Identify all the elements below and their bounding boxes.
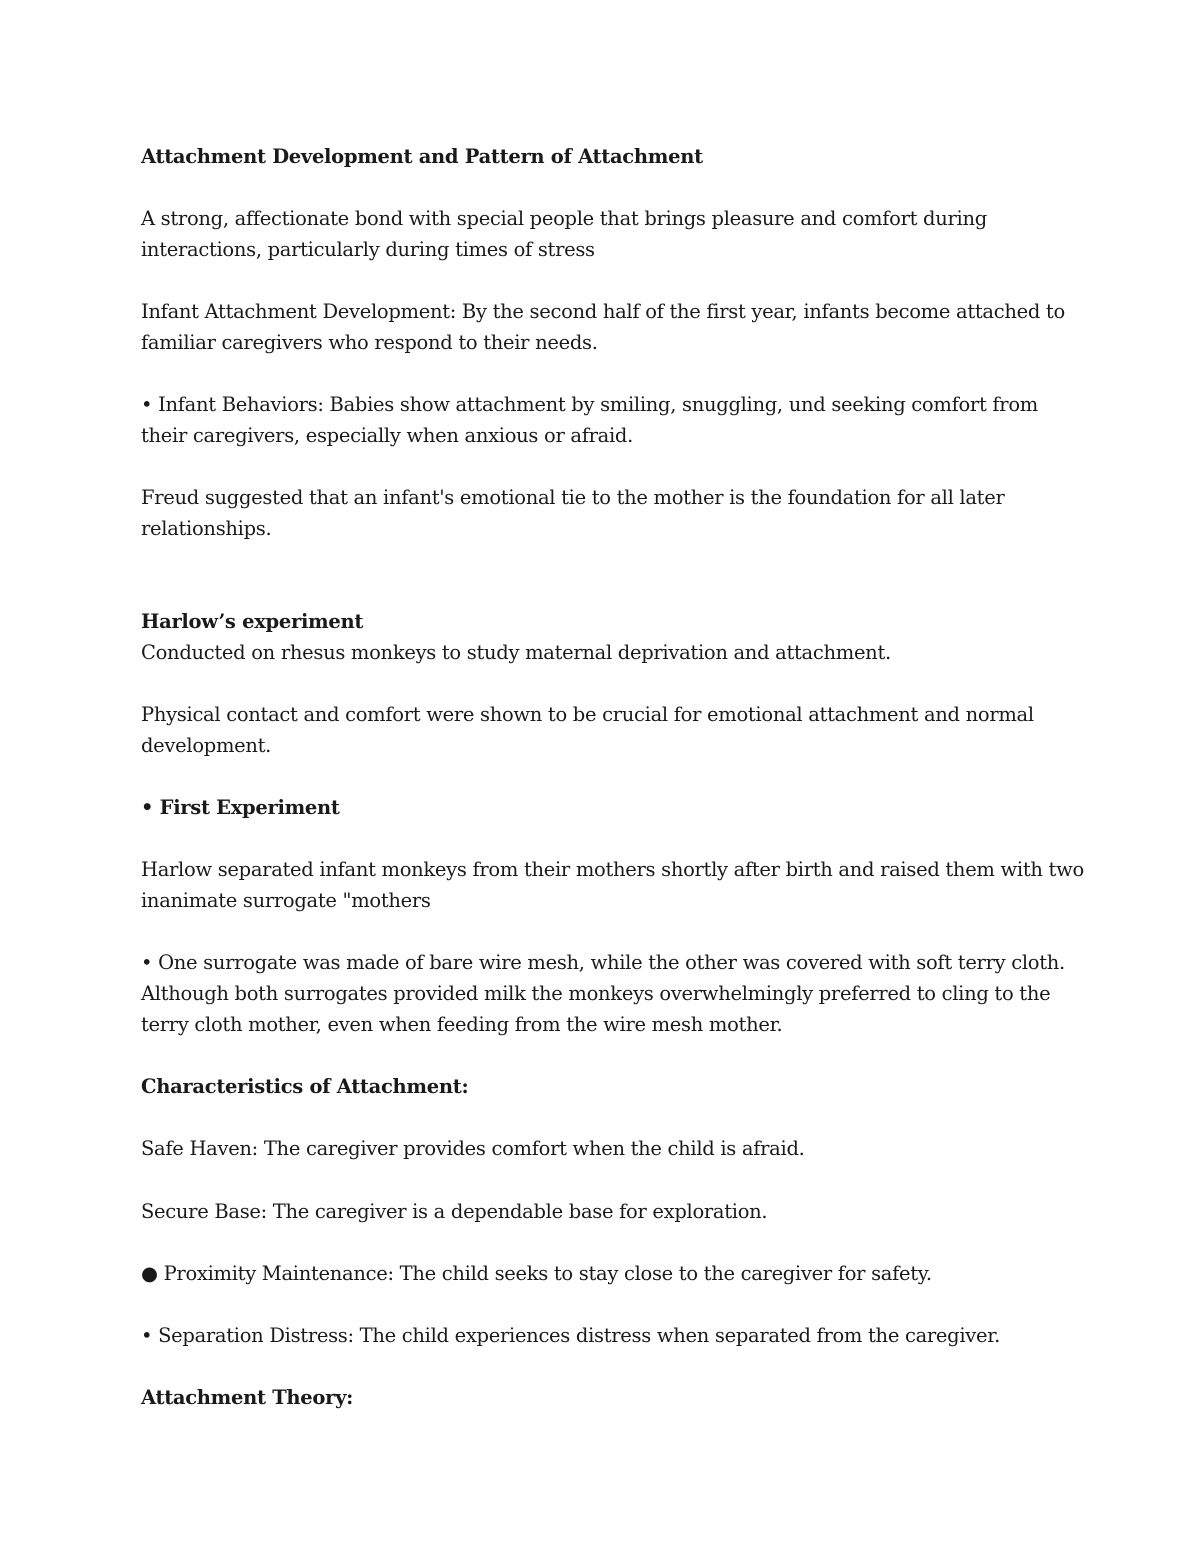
surrogate-paragraph-line: terry cloth mother, even when feeding from the wire mesh mother. (141, 1013, 783, 1036)
separation-distress-item: • Separation Distress: The child experiences distress when separated from the caregiver. (141, 1324, 1001, 1347)
separation-paragraph-line: Harlow separated infant monkeys from their mothers shortly after birth and raised them with two (141, 858, 1084, 881)
infant-development-line: Infant Attachment Development: By the second half of the first year, infants become attached to (141, 300, 1065, 323)
definition-text-line: interactions, particularly during times of stress (141, 238, 595, 261)
harlow-paragraph-line: Conducted on rhesus monkeys to study maternal deprivation and attachment. (141, 641, 891, 664)
surrogate-bullet-line: • One surrogate was made of bare wire mesh, while the other was covered with soft terry cloth. (141, 951, 1065, 974)
physical-contact-line: Physical contact and comfort were shown to be crucial for emotional attachment and normal (141, 703, 1034, 726)
definition-text-line: A strong, affectionate bond with special people that brings pleasure and comfort during (141, 207, 987, 230)
harlow-heading: Harlow’s experiment (141, 610, 364, 633)
characteristics-heading: Characteristics of Attachment: (141, 1075, 469, 1098)
separation-paragraph-line: inanimate surrogate "mothers (141, 889, 431, 912)
surrogate-paragraph-line: Although both surrogates provided milk the monkeys overwhelmingly preferred to cling to the (141, 982, 1051, 1005)
attachment-theory-heading: Attachment Theory: (141, 1386, 354, 1409)
document-title: Attachment Development and Pattern of Attachment (141, 145, 703, 168)
freud-paragraph-line: Freud suggested that an infant's emotional tie to the mother is the foundation for all later (141, 486, 1005, 509)
proximity-maintenance-item: ● Proximity Maintenance: The child seeks to stay close to the caregiver for safety. (141, 1262, 932, 1285)
infant-behaviors-line: their caregivers, especially when anxious or afraid. (141, 424, 633, 447)
safe-haven-item: Safe Haven: The caregiver provides comfort when the child is afraid. (141, 1137, 805, 1160)
physical-contact-line: development. (141, 734, 272, 757)
infant-development-line: familiar caregivers who respond to their needs. (141, 331, 598, 354)
freud-paragraph-line: relationships. (141, 517, 272, 540)
secure-base-item: Secure Base: The caregiver is a dependable base for exploration. (141, 1200, 768, 1223)
first-experiment-heading: • First Experiment (141, 796, 340, 819)
infant-behaviors-bullet: • Infant Behaviors: Babies show attachment by smiling, snuggling, und seeking comfort from (141, 393, 1038, 416)
